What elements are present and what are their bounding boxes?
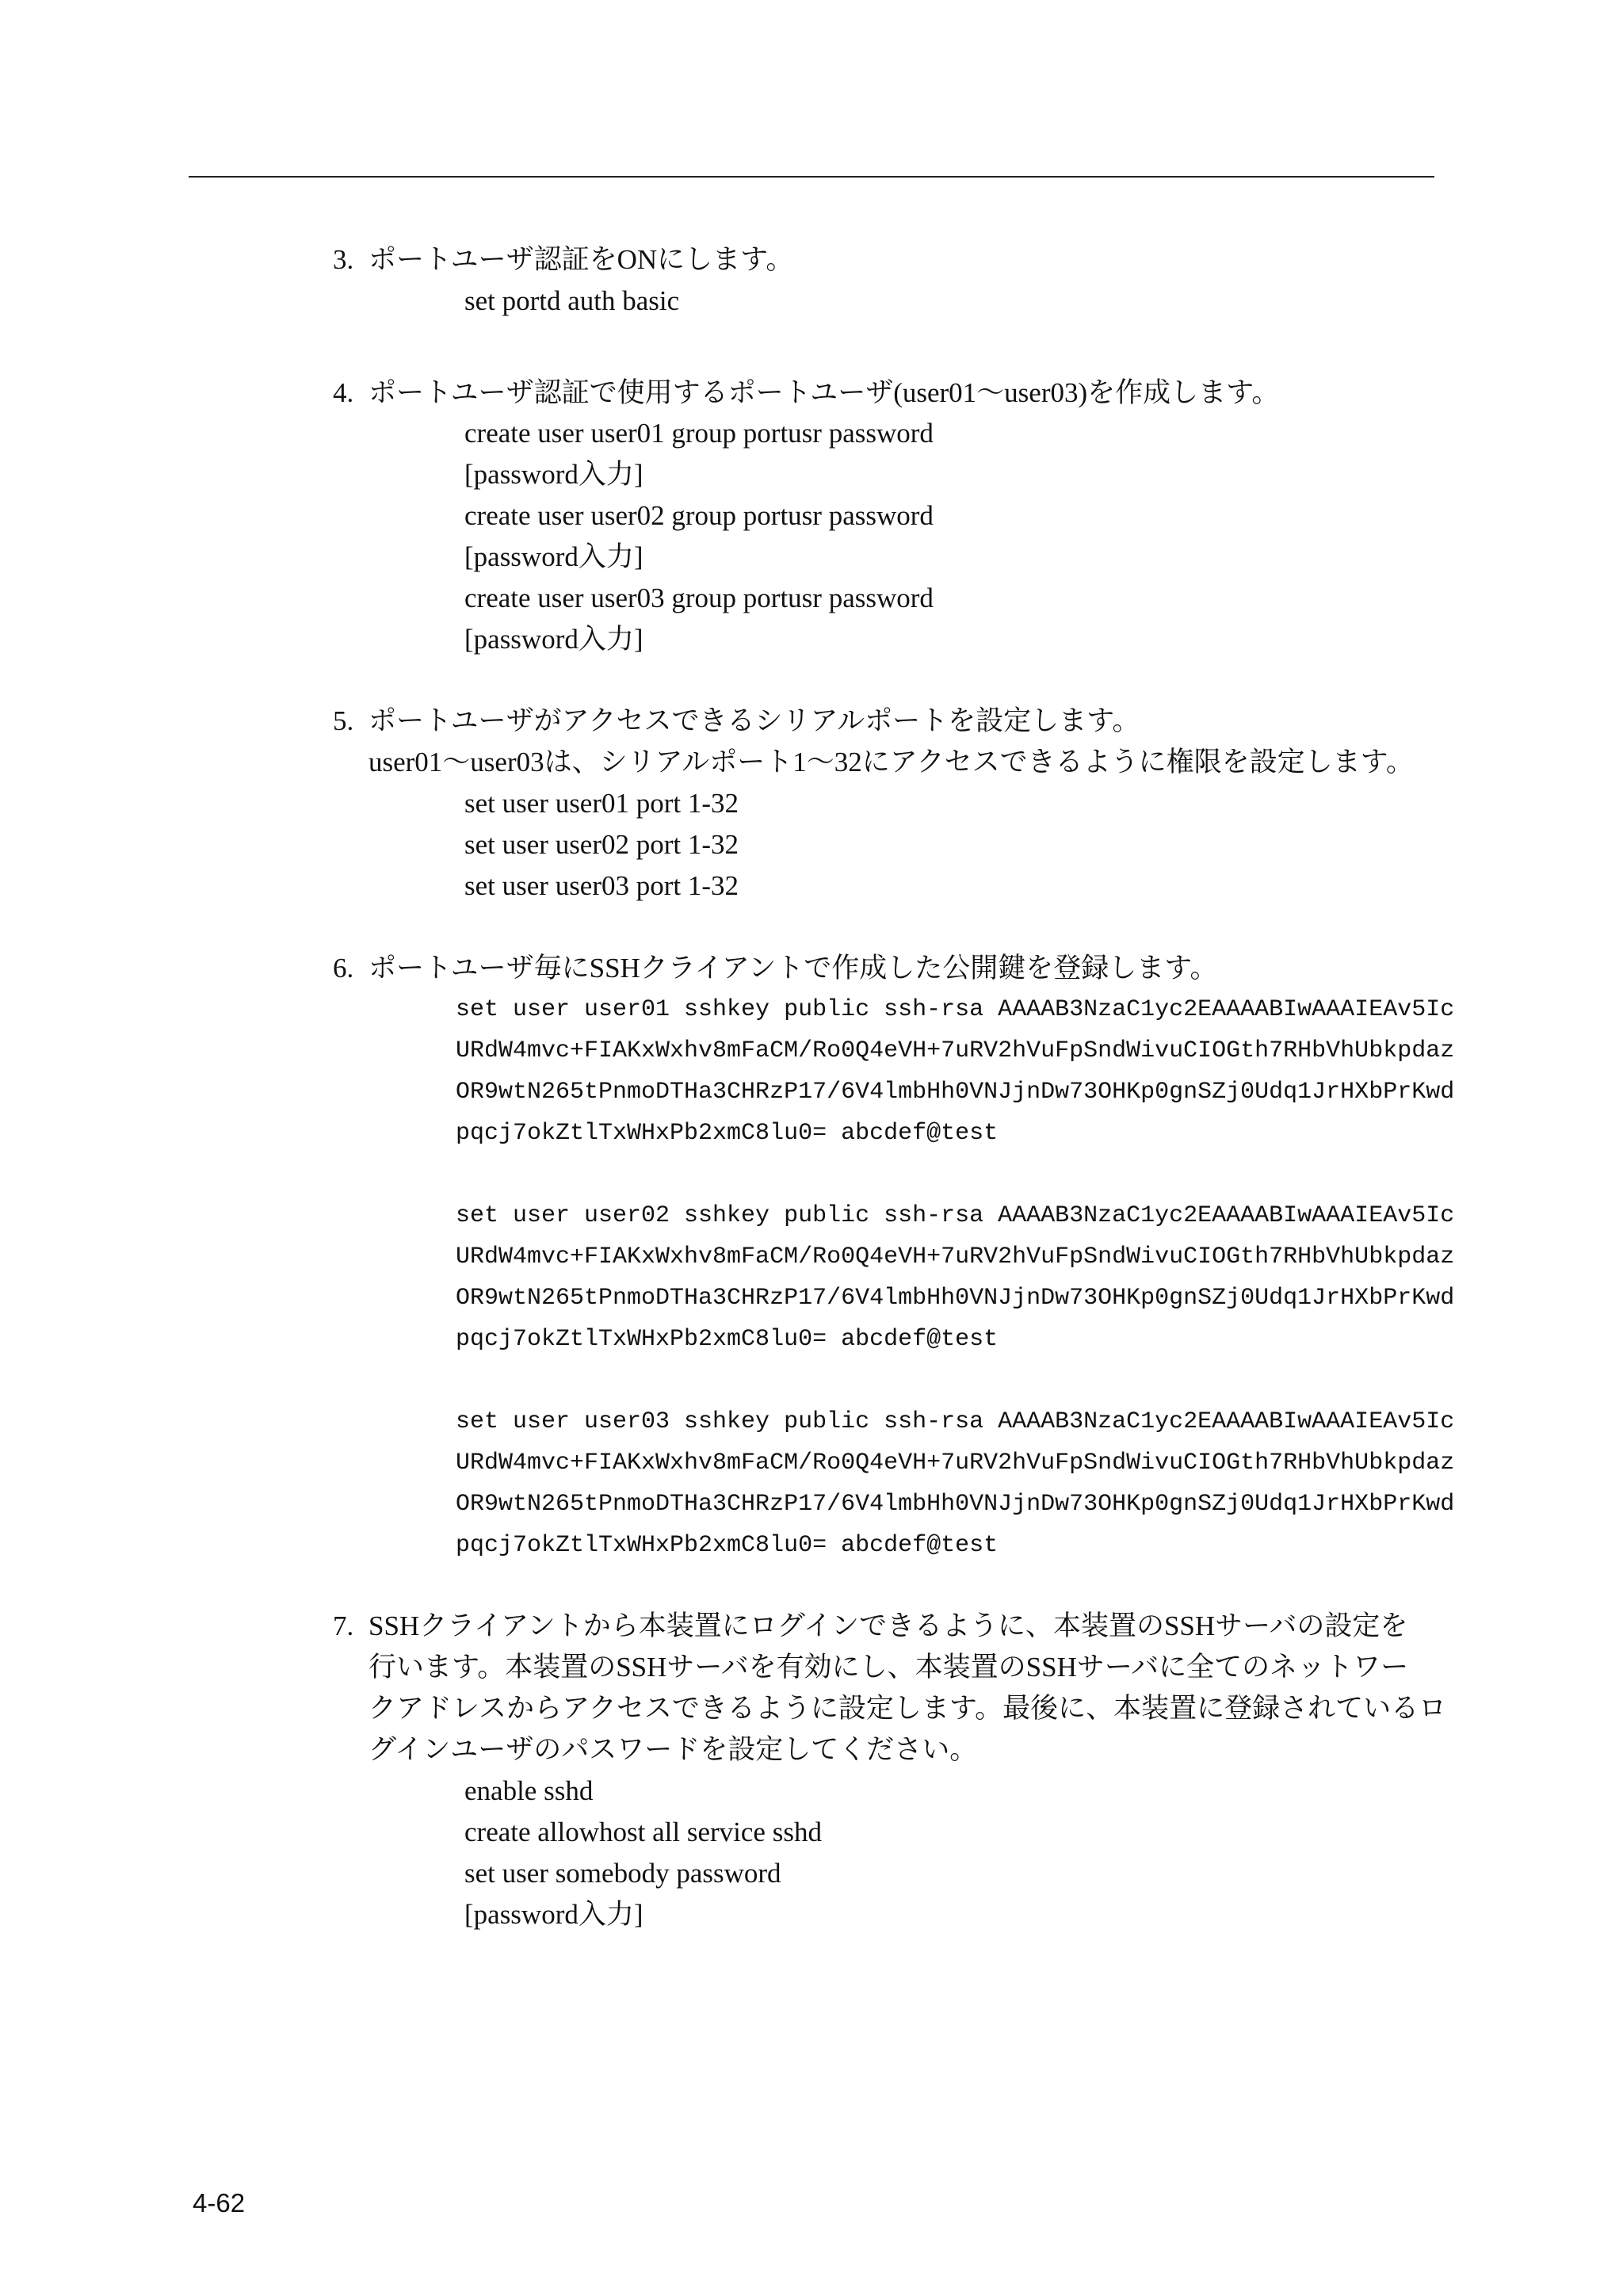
step-7-command-2: create allowhost all service sshd [464,1817,822,1847]
key-block-2-line-1: set user user02 sshkey public ssh-rsa AAAAB3NzaC1yc2EAAAABIwAAAIEAv5Ic [456,1202,1455,1229]
step-7-number: 7. [333,1610,354,1641]
step-6-heading: ポートユーザ毎にSSHクライアントで作成した公開鍵を登録します。 [369,953,1218,984]
key-block-1-line-1: set user user01 sshkey public ssh-rsa AAAAB3NzaC1yc2EAAAABIwAAAIEAv5Ic [456,996,1455,1023]
step-4-command-1: create user user01 group portusr password [464,418,934,449]
key-block-2-line-3: OR9wtN265tPnmoDTHa3CHRzP17/6V4lmbHh0VNJjnDw73OHKp0gnSZj0Udq1JrHXbPrKwd [456,1285,1455,1312]
key-block-1-line-4: pqcj7okZtlTxWHxPb2xmC8lu0= abcdef@test [456,1120,999,1147]
step-7-heading: SSHクライアントから本装置にログインできるように、本装置のSSHサーバの設定を [369,1610,1408,1641]
step-4-command-3: create user user02 group portusr password [464,500,934,531]
key-block-3-line-1: set user user03 sshkey public ssh-rsa AAAAB3NzaC1yc2EAAAABIwAAAIEAv5Ic [456,1408,1455,1435]
key-block-1-line-3: OR9wtN265tPnmoDTHa3CHRzP17/6V4lmbHh0VNJjnDw73OHKp0gnSZj0Udq1JrHXbPrKwd [456,1079,1455,1106]
key-block-2-line-2: URdW4mvc+FIAKxWxhv8mFaCM/Ro0Q4eVH+7uRV2hVuFpSndWivuCIOGth7RHbVhUbkpdaz [456,1244,1455,1270]
step-5-command-2: set user user02 port 1-32 [464,829,739,860]
step-3-command-1: set portd auth basic [464,285,680,316]
key-block-1-line-2: URdW4mvc+FIAKxWxhv8mFaCM/Ro0Q4eVH+7uRV2hVuFpSndWivuCIOGth7RHbVhUbkpdaz [456,1037,1455,1064]
step-7-body-3: グインユーザのパスワードを設定してください。 [369,1734,978,1765]
step-7-command-4: [password入力] [464,1899,643,1930]
step-4-number: 4. [333,377,354,408]
step-7-command-1: enable sshd [464,1775,594,1806]
step-3-number: 3. [333,244,354,275]
page-number: 4-62 [193,2188,246,2218]
key-block-3-line-4: pqcj7okZtlTxWHxPb2xmC8lu0= abcdef@test [456,1532,999,1559]
step-5-command-1: set user user01 port 1-32 [464,788,739,819]
step-7-command-3: set user somebody password [464,1858,781,1889]
step-5-body-1: user01～user03は、シリアルポート1～32にアクセスできるように権限を設定します。 [369,747,1414,777]
key-block-3-line-2: URdW4mvc+FIAKxWxhv8mFaCM/Ro0Q4eVH+7uRV2hVuFpSndWivuCIOGth7RHbVhUbkpdaz [456,1450,1455,1477]
step-5-number: 5. [333,705,354,736]
key-block-2-line-4: pqcj7okZtlTxWHxPb2xmC8lu0= abcdef@test [456,1326,999,1353]
step-4-command-4: [password入力] [464,541,643,572]
step-3-heading: ポートユーザ認証をONにします。 [369,244,794,275]
step-7-body-2: クアドレスからアクセスできるように設定します。最後に、本装置に登録されているロ [369,1693,1447,1724]
step-7-body-1: 行います。本装置のSSHサーバを有効にし、本装置のSSHサーバに全てのネットワー [369,1652,1409,1683]
header-rule [189,176,1434,178]
step-4-heading: ポートユーザ認証で使用するポートユーザ(user01～user03)を作成します。 [369,377,1280,408]
key-block-3-line-3: OR9wtN265tPnmoDTHa3CHRzP17/6V4lmbHh0VNJjnDw73OHKp0gnSZj0Udq1JrHXbPrKwd [456,1491,1455,1518]
step-4-command-2: [password入力] [464,459,643,490]
step-5-command-3: set user user03 port 1-32 [464,870,739,901]
step-4-command-6: [password入力] [464,624,643,655]
step-5-heading: ポートユーザがアクセスできるシリアルポートを設定します。 [369,705,1140,736]
step-4-command-5: create user user03 group portusr password [464,583,934,613]
step-6-number: 6. [333,953,354,984]
